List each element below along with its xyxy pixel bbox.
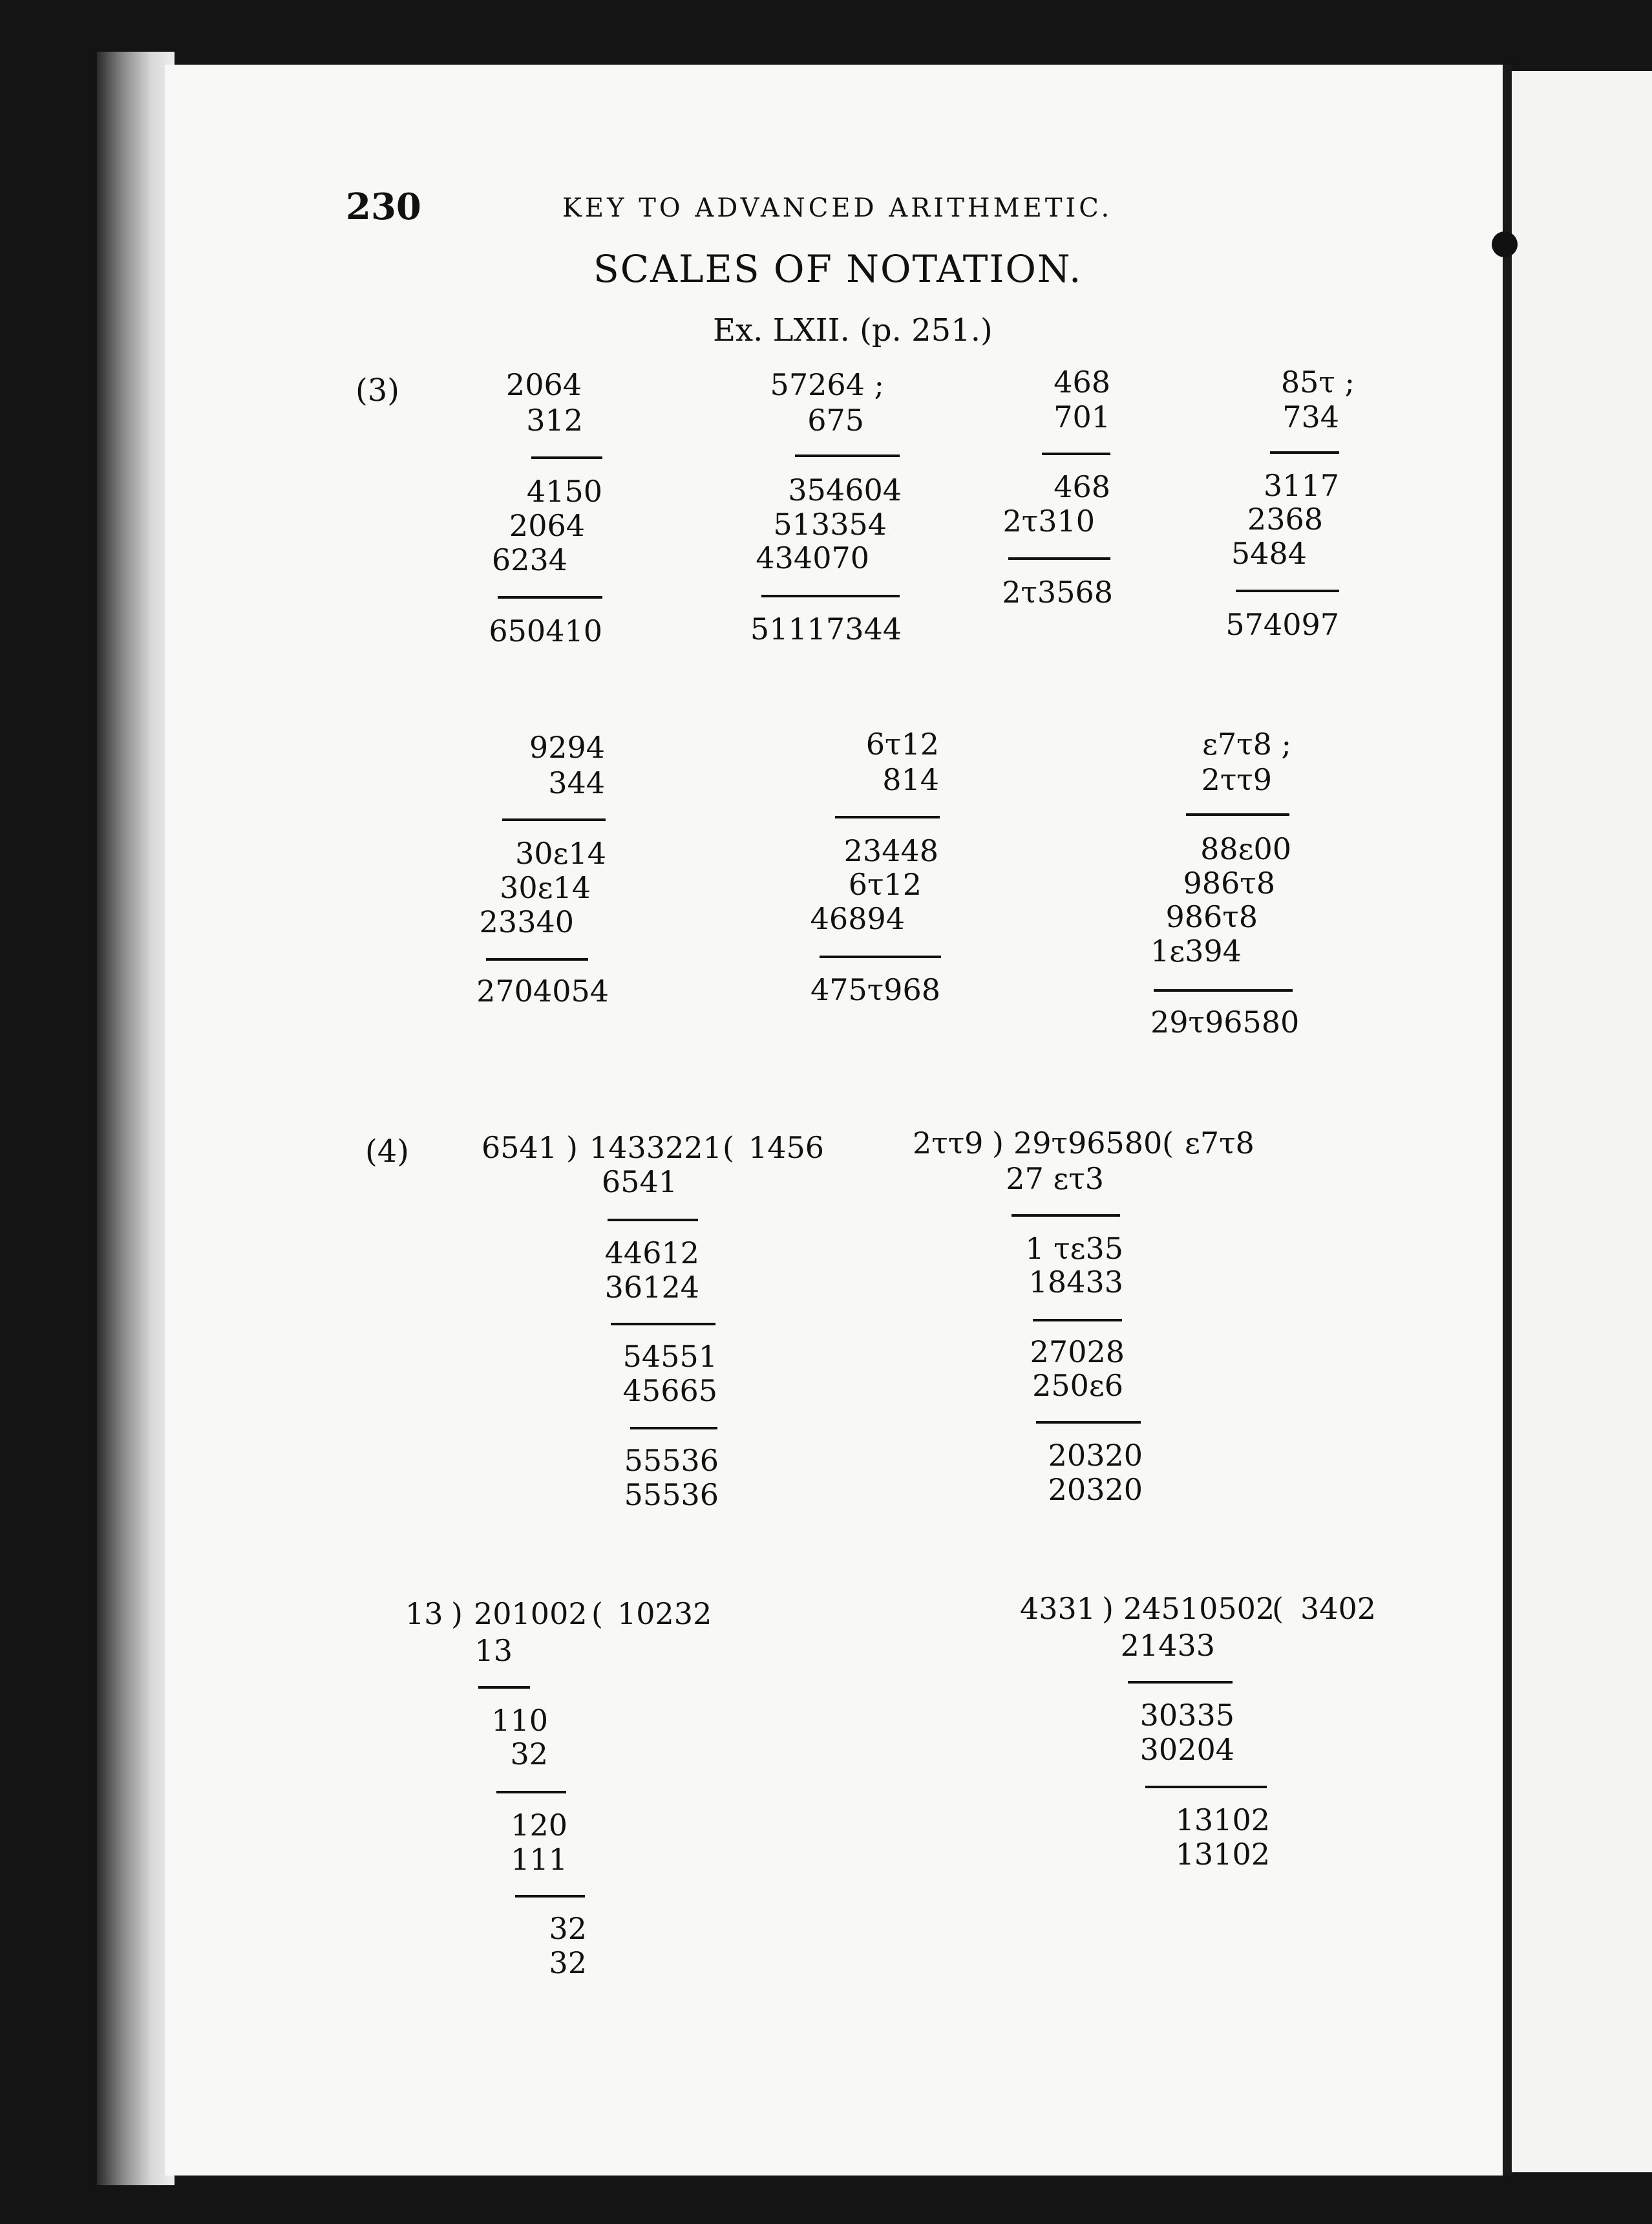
multiplier: 344 <box>548 765 605 800</box>
product-result: 29τ96580 <box>1150 1005 1300 1040</box>
divisor: 4331 <box>1020 1591 1096 1626</box>
rule <box>835 816 940 818</box>
section-title: SCALES OF NOTATION. <box>593 247 1083 291</box>
division-step: 13102 <box>1175 1837 1270 1872</box>
division-step: 27028 <box>1030 1334 1125 1369</box>
rule <box>761 595 900 597</box>
multiplier: 701 <box>1054 400 1110 434</box>
rule <box>611 1323 715 1325</box>
partial-product: 5484 <box>1231 536 1307 571</box>
division-step: 44612 <box>604 1235 699 1270</box>
rule <box>531 456 602 459</box>
division-step: 110 <box>491 1703 548 1738</box>
partial-product: 2τ310 <box>1002 504 1095 539</box>
multiplier: 2ττ9 <box>1201 762 1272 797</box>
partial-product: 434070 <box>756 540 869 575</box>
bracket: ) <box>992 1126 1004 1160</box>
division-step: 6541 <box>601 1164 677 1199</box>
product-result: 2τ3568 <box>1002 575 1113 610</box>
running-title: KEY TO ADVANCED ARITHMETIC. <box>562 193 1113 223</box>
quotient: 10232 <box>617 1596 712 1631</box>
multiplicand: 468 <box>1054 365 1110 400</box>
division-step: 20320 <box>1048 1438 1143 1473</box>
division-step: 30204 <box>1139 1732 1234 1767</box>
rule <box>502 818 606 821</box>
multiplier: 312 <box>526 403 583 438</box>
product-result: 650410 <box>489 614 602 648</box>
rule <box>608 1219 698 1221</box>
rule <box>820 956 941 958</box>
bracket: ) <box>451 1596 463 1631</box>
multiplicand: 9294 <box>529 730 605 765</box>
partial-product: 986τ8 <box>1183 866 1275 901</box>
rule <box>1042 453 1110 455</box>
rule <box>1270 451 1339 454</box>
facing-page-edge <box>1512 71 1652 2172</box>
problem-4-label: (4) <box>365 1133 409 1170</box>
partial-product: 986τ8 <box>1165 899 1258 934</box>
rule <box>498 596 602 599</box>
division-step: 21433 <box>1120 1628 1215 1663</box>
division-step: 54551 <box>622 1339 717 1374</box>
partial-product: 4150 <box>526 474 602 509</box>
dividend: 24510502 <box>1123 1591 1275 1626</box>
rule <box>1128 1681 1233 1684</box>
quotient: 1456 <box>748 1130 825 1165</box>
rule <box>1036 1421 1141 1424</box>
division-step: 55536 <box>624 1477 719 1512</box>
rule <box>630 1427 717 1429</box>
partial-product: 6τ12 <box>848 867 922 902</box>
partial-product: 23340 <box>479 904 574 939</box>
exercise-heading: Ex. LXII. (p. 251.) <box>713 312 993 348</box>
product-result: 51117344 <box>750 612 902 647</box>
division-step: 55536 <box>624 1443 719 1478</box>
multiplicand: 57264 ; <box>770 367 884 402</box>
partial-product: 30ε14 <box>500 870 591 905</box>
partial-product: 468 <box>1054 469 1110 504</box>
book-spine <box>1503 65 1512 2176</box>
rule <box>1236 590 1339 592</box>
division-step: 250ε6 <box>1032 1368 1123 1403</box>
rule <box>1033 1319 1122 1321</box>
divisor: 13 <box>405 1596 443 1631</box>
partial-product: 3117 <box>1263 468 1339 503</box>
product-result: 574097 <box>1225 607 1339 642</box>
rule <box>1145 1786 1267 1788</box>
book-left-edge <box>97 52 175 2185</box>
rule <box>515 1895 585 1898</box>
partial-product: 2368 <box>1247 502 1323 537</box>
division-step: 18433 <box>1028 1265 1123 1299</box>
bracket: ( <box>1272 1591 1284 1626</box>
multiplicand: 2064 <box>505 367 582 402</box>
bracket: ( <box>1162 1126 1174 1160</box>
bracket: ( <box>723 1130 734 1165</box>
division-step: 20320 <box>1048 1472 1143 1507</box>
partial-product: 2064 <box>509 508 585 543</box>
rule <box>496 1791 566 1793</box>
quotient: 3402 <box>1300 1591 1377 1626</box>
multiplier: 814 <box>882 762 939 797</box>
multiplicand: ε7τ8 ; <box>1202 727 1291 762</box>
partial-product: 23448 <box>843 833 938 868</box>
bracket: ( <box>591 1596 603 1631</box>
division-step: 111 <box>511 1842 567 1877</box>
partial-product: 1ε394 <box>1150 934 1242 968</box>
division-step: 27 ετ3 <box>1006 1161 1104 1196</box>
rule <box>478 1686 530 1689</box>
multiplicand: 85τ ; <box>1280 365 1355 400</box>
partial-product: 30ε14 <box>515 836 606 871</box>
ink-blot <box>1492 231 1518 257</box>
rule <box>1011 1214 1120 1217</box>
bracket: ) <box>566 1130 578 1165</box>
division-step: 45665 <box>622 1373 717 1408</box>
partial-product: 354604 <box>788 473 902 508</box>
dividend: 29τ96580 <box>1013 1126 1163 1160</box>
divisor: 2ττ9 <box>913 1126 984 1160</box>
product-result: 475τ968 <box>810 972 940 1007</box>
rule <box>1154 989 1293 992</box>
page-number: 230 <box>346 186 421 228</box>
multiplier: 675 <box>807 403 864 438</box>
multiplicand: 6τ12 <box>865 727 939 762</box>
division-step: 13102 <box>1175 1802 1270 1837</box>
bracket: ) <box>1102 1591 1114 1626</box>
quotient: ε7τ8 <box>1185 1126 1255 1160</box>
divisor: 6541 <box>482 1130 558 1165</box>
division-step: 32 <box>549 1945 587 1980</box>
multiplier: 734 <box>1282 400 1339 434</box>
partial-product: 6234 <box>491 542 567 577</box>
division-step: 32 <box>510 1737 548 1771</box>
problem-3-label: (3) <box>355 372 399 409</box>
rule <box>795 454 900 457</box>
partial-product: 46894 <box>810 901 905 936</box>
dividend: 201002 <box>474 1596 588 1631</box>
partial-product: 88ε00 <box>1200 831 1291 866</box>
partial-product: 513354 <box>773 507 887 542</box>
product-result: 2704054 <box>476 974 609 1009</box>
dividend: 1433221 <box>589 1130 722 1165</box>
division-step: 36124 <box>604 1270 699 1305</box>
division-step: 13 <box>474 1633 513 1668</box>
division-step: 1 τε35 <box>1025 1231 1123 1266</box>
division-step: 120 <box>511 1808 567 1843</box>
rule <box>1008 557 1110 560</box>
division-step: 32 <box>549 1911 587 1946</box>
rule <box>1186 813 1289 816</box>
rule <box>486 958 588 961</box>
division-step: 30335 <box>1139 1698 1234 1733</box>
